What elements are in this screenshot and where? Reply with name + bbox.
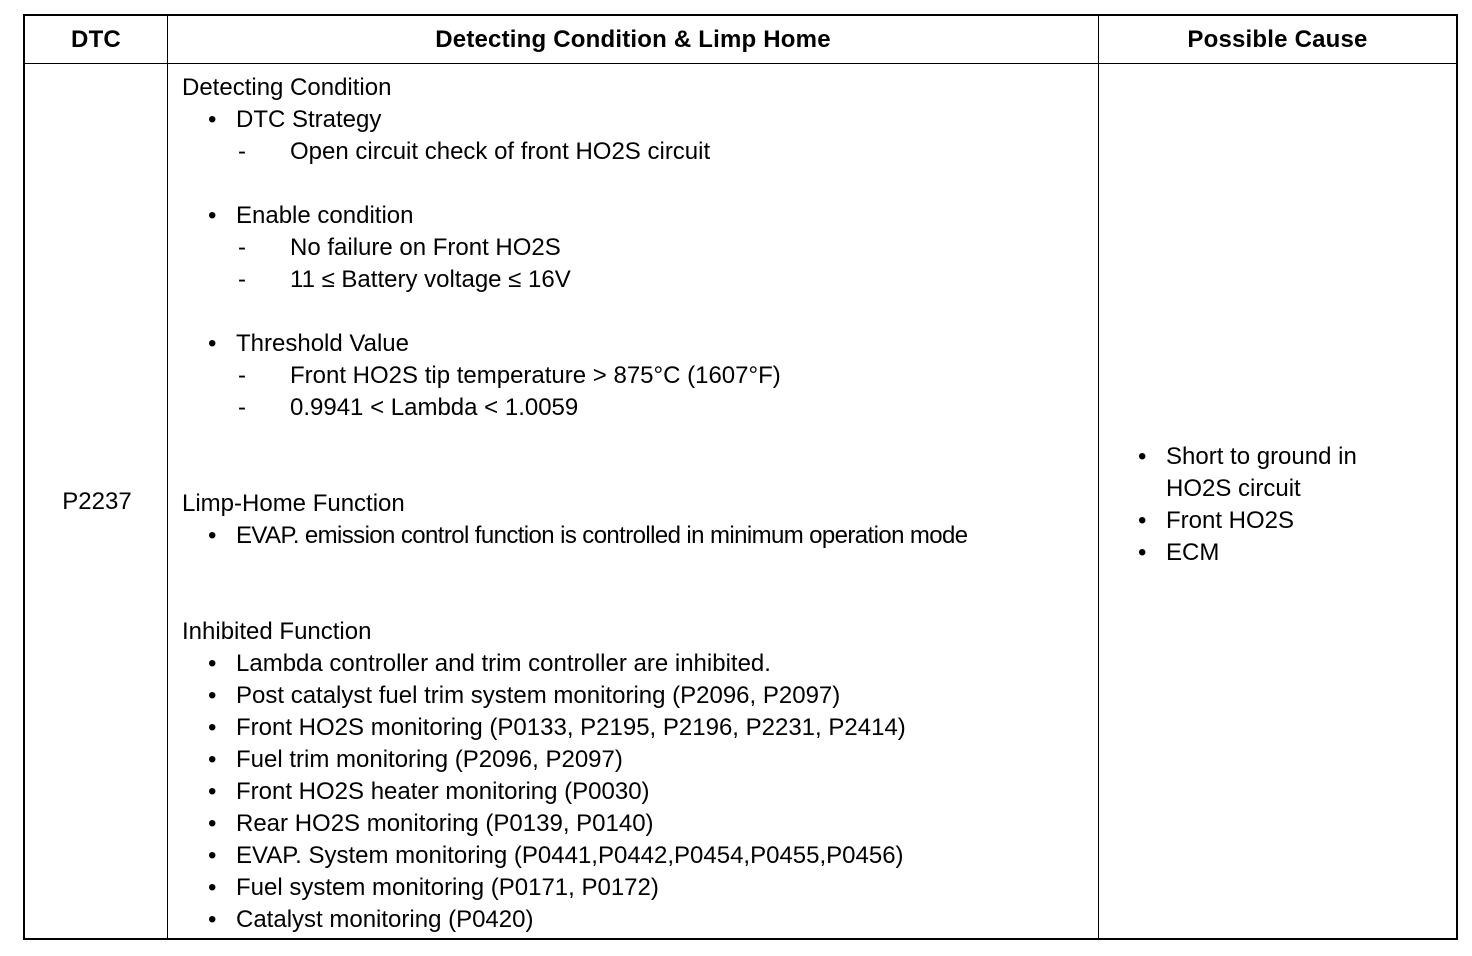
- bullet-icon: •: [208, 906, 217, 933]
- cause-item: Front HO2S: [1166, 507, 1295, 534]
- dash-icon: -: [238, 394, 246, 421]
- detecting-condition-title: Detecting Condition: [182, 74, 392, 101]
- bullet-icon: •: [1138, 443, 1147, 470]
- bullet-icon: •: [1138, 539, 1147, 566]
- header-possible-cause: Possible Cause: [1187, 26, 1368, 53]
- bullet-icon: •: [208, 842, 217, 869]
- bullet-icon: •: [208, 650, 217, 677]
- dash-icon: -: [238, 138, 246, 165]
- inhibited-item: Front HO2S monitoring (P0133, P2195, P2196, P2231, P2414): [236, 714, 906, 741]
- bullet-icon: •: [208, 714, 217, 741]
- cause-item-continuation: HO2S circuit: [1166, 475, 1301, 502]
- header-detecting-condition: Detecting Condition & Limp Home: [435, 26, 831, 53]
- limp-home-item: EVAP. emission control function is controlled in minimum operation mode: [236, 522, 968, 549]
- inhibited-item: Front HO2S heater monitoring (P0030): [236, 778, 650, 805]
- inhibited-function-title: Inhibited Function: [182, 618, 372, 645]
- bullet-icon: •: [208, 330, 217, 357]
- bullet-icon: •: [208, 682, 217, 709]
- bullet-icon: •: [208, 778, 217, 805]
- dash-icon: -: [238, 234, 246, 261]
- inhibited-item: Post catalyst fuel trim system monitoring (P2096, P2097): [236, 682, 841, 709]
- dtc-code: P2237: [62, 488, 132, 515]
- bullet-icon: •: [208, 874, 217, 901]
- strategy-item: Open circuit check of front HO2S circuit: [290, 138, 711, 165]
- dash-icon: -: [238, 266, 246, 293]
- enable-label: Enable condition: [236, 202, 414, 229]
- column-divider: [1098, 16, 1099, 938]
- header-dtc: DTC: [71, 26, 121, 53]
- threshold-label: Threshold Value: [236, 330, 409, 357]
- bullet-icon: •: [208, 746, 217, 773]
- cause-item: Short to ground in: [1166, 443, 1357, 470]
- cause-item: ECM: [1166, 539, 1220, 566]
- bullet-icon: •: [208, 522, 217, 549]
- bullet-icon: •: [208, 202, 217, 229]
- strategy-label: DTC Strategy: [236, 106, 382, 133]
- bullet-icon: •: [1138, 507, 1147, 534]
- threshold-item: 0.9941 < Lambda < 1.0059: [290, 394, 579, 421]
- dash-icon: -: [238, 362, 246, 389]
- inhibited-item: Fuel system monitoring (P0171, P0172): [236, 874, 659, 901]
- bullet-icon: •: [208, 106, 217, 133]
- inhibited-item: Fuel trim monitoring (P2096, P2097): [236, 746, 623, 773]
- limp-home-title: Limp-Home Function: [182, 490, 405, 517]
- inhibited-item: Rear HO2S monitoring (P0139, P0140): [236, 810, 654, 837]
- threshold-item: Front HO2S tip temperature > 875°C (1607°F): [290, 362, 781, 389]
- inhibited-item: Catalyst monitoring (P0420): [236, 906, 534, 933]
- bullet-icon: •: [208, 810, 217, 837]
- inhibited-item: Lambda controller and trim controller are inhibited.: [236, 650, 771, 677]
- inhibited-item: EVAP. System monitoring (P0441,P0442,P0454,P0455,P0456): [236, 842, 904, 869]
- enable-item: No failure on Front HO2S: [290, 234, 561, 261]
- column-divider: [167, 16, 168, 938]
- enable-item: 11 ≤ Battery voltage ≤ 16V: [290, 266, 571, 293]
- dtc-table: [23, 14, 1458, 940]
